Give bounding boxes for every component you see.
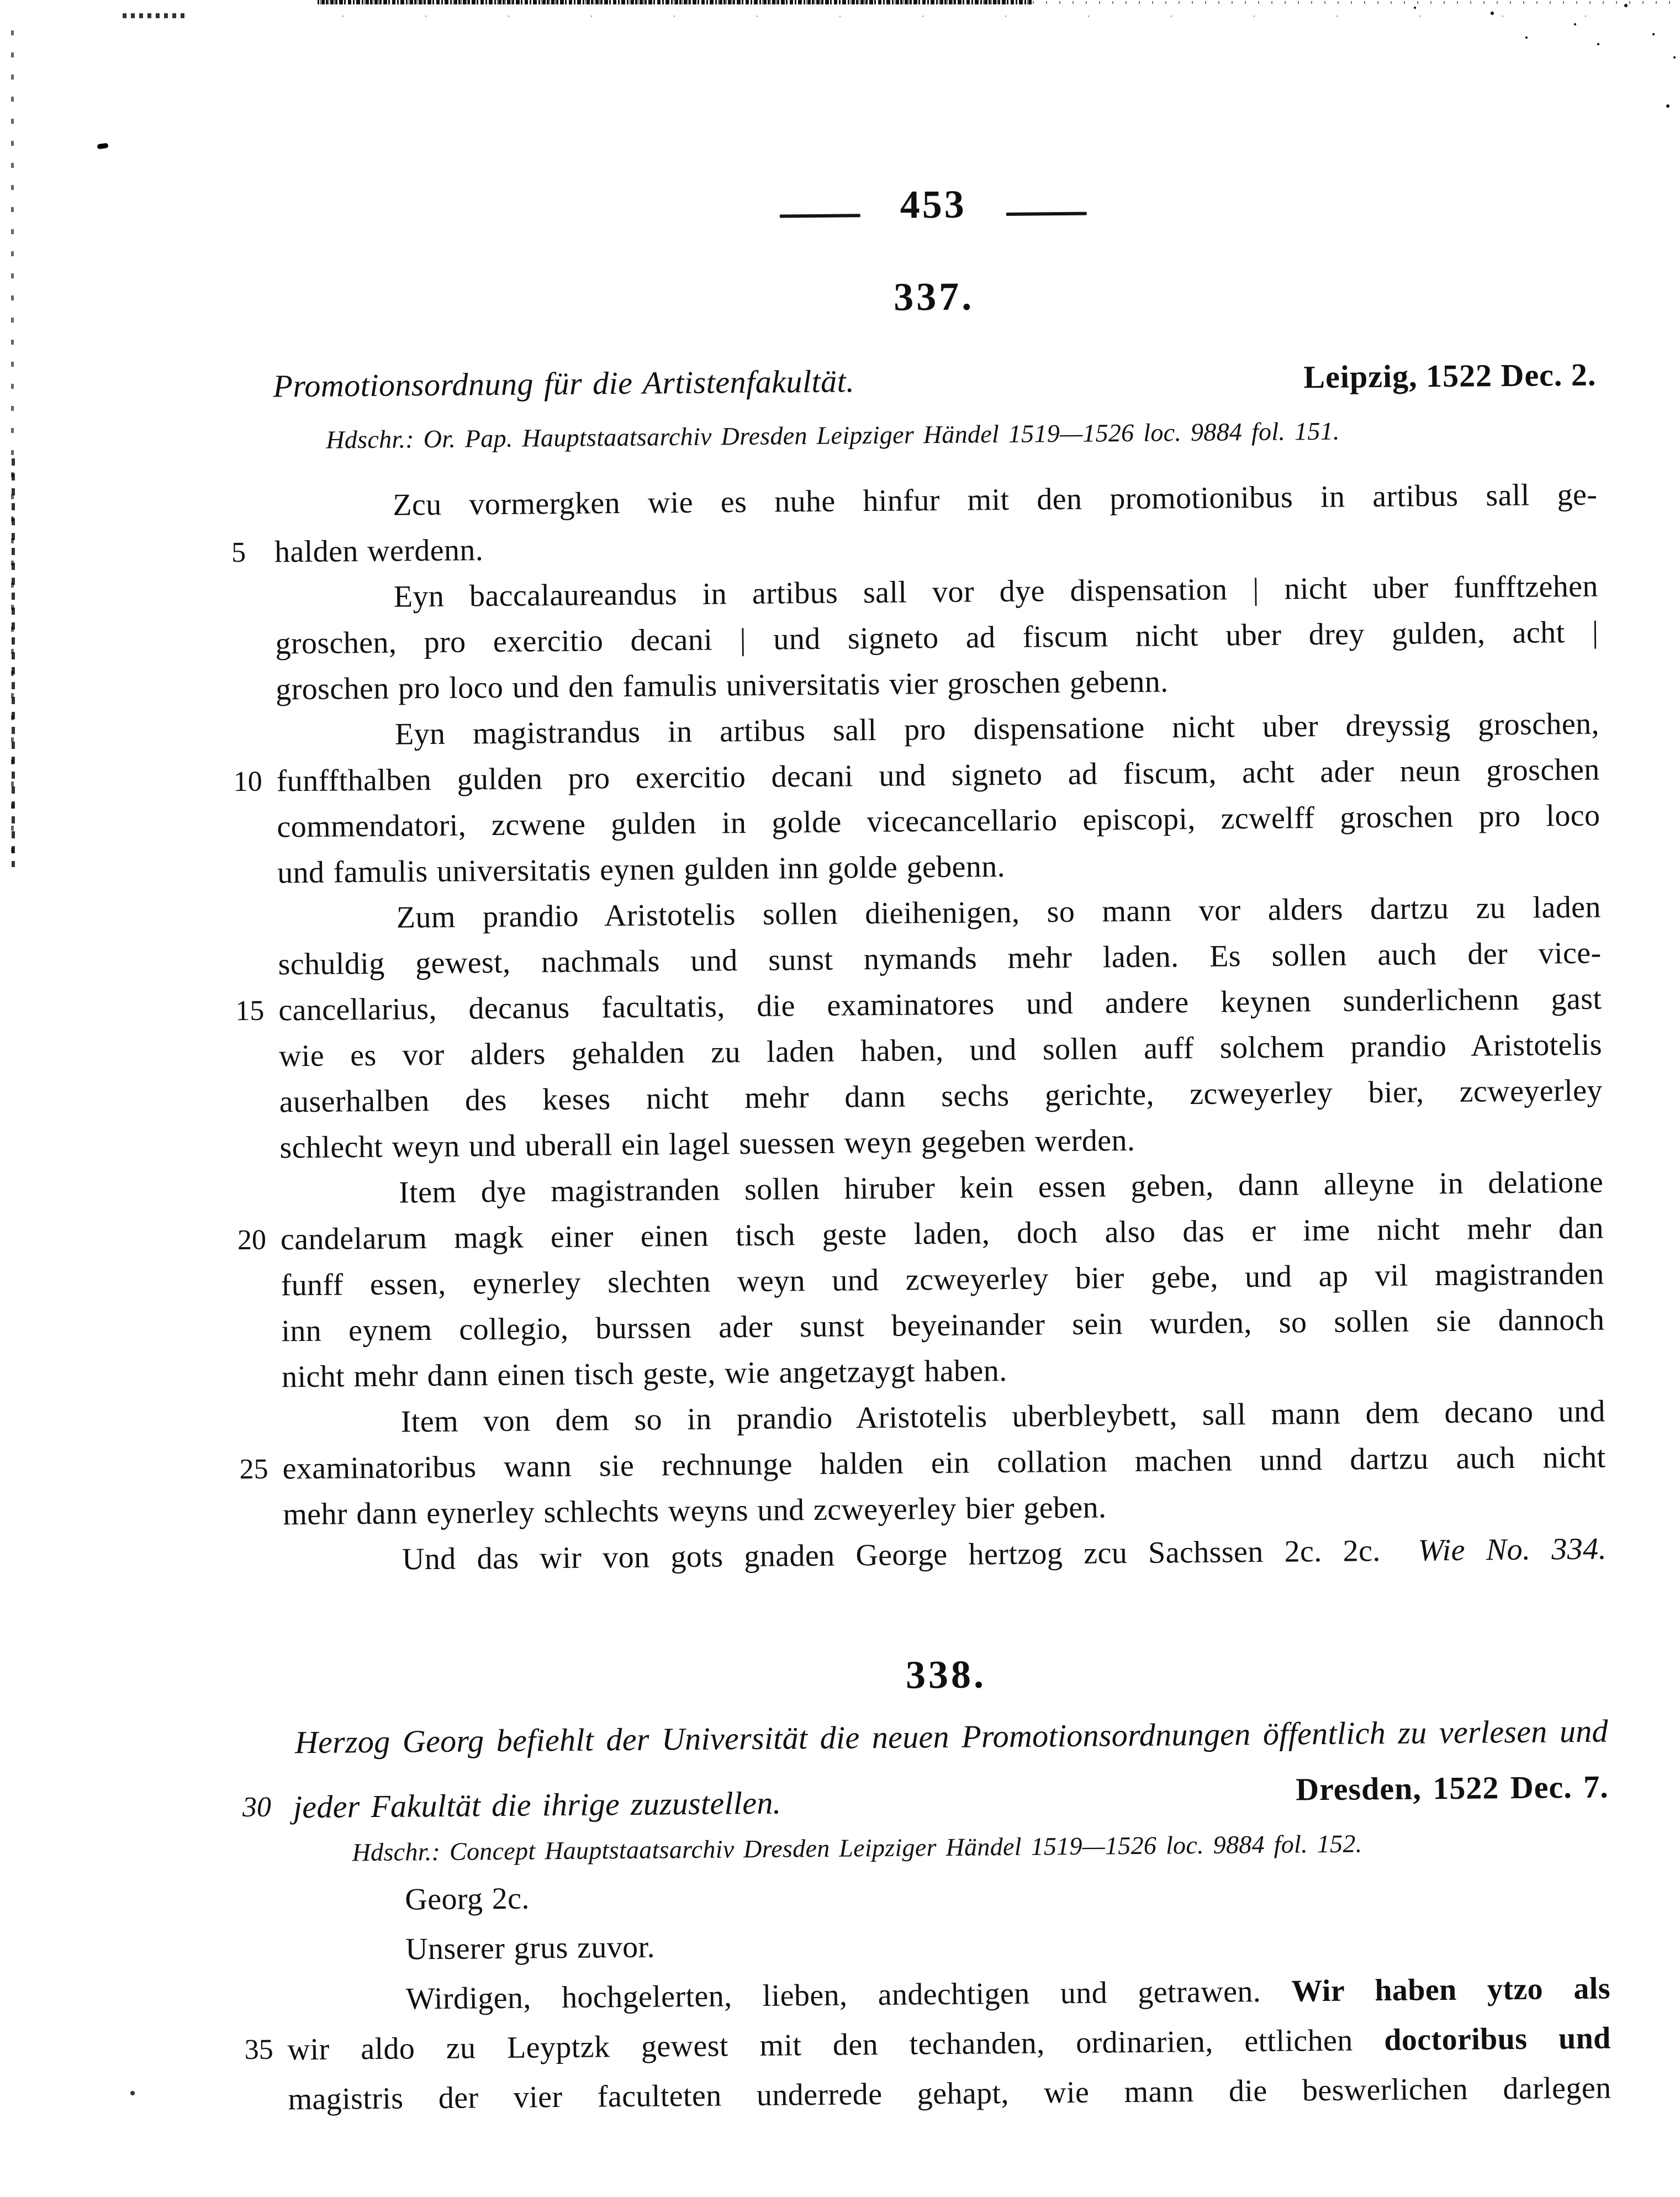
margin-line-number: 20 [237,1224,267,1256]
line-text-heavy: Wir haben ytzo als [1291,1971,1611,2009]
summary-line: Herzog Georg befiehlt der Universität die neuen Promotionsordnungen öffentlich zu verlesen und [294,1713,1609,1761]
line-text: und famulis universitatis eynen gulden inn golde gebenn. [277,849,1006,890]
margin-line-number: 25 [239,1453,268,1486]
line-text: funff essen, eynerley slechten weyn und zcweyerley bier gebe, und ap vil magistranden [281,1256,1604,1303]
document-338-date: Dresden, 1522 Dec. 7. [1295,1768,1609,1808]
line-text-heavy: doctoribus und [1384,2021,1611,2058]
line-text: mehr dann eynerley schlechts weyns und zcweyerley bier geben. [283,1490,1107,1532]
document-338-body [244,1864,1612,2124]
line-text: commendatori, zcwene gulden in golde vicecancellario episcopi, zcwelff groschen pro loco [277,798,1600,844]
line-text: groschen pro loco und den famulis universitatis vier groschen gebenn. [275,664,1169,707]
page-number-dash-right [1006,212,1087,216]
document-337-title: Promotionsordnung für die Artistenfakultät. [273,363,855,404]
document-number-338: 338. [905,1652,987,1697]
line-text: auserhalben des keses nicht mehr dann sechs gerichte, zcweyerley bier, zcweyerley [279,1073,1603,1119]
line-text: funffthalben gulden pro exercitio decani und signeto ad fiscum, acht ader neun groschen [276,752,1600,799]
document-337-date: Leipzig, 1522 Dec. 2. [1303,356,1597,395]
document-number-337: 337. [893,274,975,319]
margin-line-number: 15 [235,995,265,1027]
line-text: schuldig gewest, nachmals und sunst nymands mehr laden. Es sollen auch der vice- [278,936,1602,982]
line-text: wie es vor alders gehalden zu laden haben, und sollen auff solchem prandio Aristotelis [278,1027,1603,1074]
line-text: examinatoribus wann sie rechnunge halden ein collation machen unnd dartzu auch nicht [282,1440,1606,1486]
line-text: inn eynem collegio, burssen ader sunst beyeinander sein wurden, so sollen sie dannoch [281,1302,1605,1349]
document-337-body [231,472,1607,1584]
line-text: cancellarius, decanus facultatis, die examinatores und andere keynen sunderlichenn gast [278,981,1602,1028]
line-text: schlecht weyn und uberall ein lagel suessen weyn gegeben werden. [279,1123,1135,1165]
line-text: nicht mehr dann einen tisch geste, wie angetzaygt haben. [281,1353,1007,1395]
line-text: Item dye magistranden sollen hiruber kein essen geben, dann alleyne in delatione [398,1165,1604,1210]
line-text: Zcu vormergken wie es nuhe hinfur mit den promotionibus in artibus sall ge- [393,477,1598,522]
summary-line-text: jeder Fakultät die ihrige zuzustellen. [293,1784,781,1825]
document-337-caption [273,351,1597,410]
document-338-source: Hdschr.: Concept Hauptstaatsarchiv Dresden Leipziger Händel 1519—1526 loc. 9884 fol. 152. [352,1829,1362,1867]
page-number-dash-left [780,214,860,218]
line-text: Unserer grus zuvor. [405,1930,656,1967]
line-text: magistris der vier faculteten underrede gehapt, wie mann die beswerlichen darlegen [288,2071,1612,2117]
line-text: wir aldo zu Leyptzk gewest mit den techanden, ordinarien, ettlichen [287,2023,1353,2067]
line-text: Item von dem so in prandio Aristotelis uberbleybett, sall mann dem decano und [400,1394,1606,1439]
line-text: halden werdenn. [274,533,484,569]
document-338-summary [242,1698,1609,1839]
margin-line-number: 30 [242,1791,272,1824]
cross-reference: Wie No. 334. [1418,1531,1607,1568]
line-text: candelarum magk einer einen tisch geste laden, doch also das er ime nicht mehr dan [280,1211,1604,1257]
page-number: 453 [900,182,966,227]
margin-line-number: 5 [231,536,246,569]
line-text: Und das wir von gots gnaden George hertzog zcu Sachssen 2c. 2c. [401,1534,1381,1577]
line-text: Georg 2c. [405,1881,530,1917]
margin-line-number: 10 [233,765,262,798]
line-text: Eyn baccalaureandus in artibus sall vor dye dispensation | nicht uber funfftzehen [393,569,1598,614]
line-text: groschen, pro exercitio decani | und signeto ad fiscum nicht uber drey gulden, acht | [275,615,1599,661]
margin-line-number: 35 [244,2034,274,2066]
line-text: Zum prandio Aristotelis sollen dieihenigen, so mann vor alders dartzu zu laden [396,890,1602,935]
line-text: Eyn magistrandus in artibus sall pro dispensatione nicht uber dreyssig groschen, [394,706,1600,752]
running-head [271,175,1595,235]
document-337-source: Hdschr.: Or. Pap. Hauptstaatsarchiv Dresden Leipziger Händel 1519—1526 loc. 9884 fol. 151. [326,416,1340,454]
line-text: Wirdigen, hochgelerten, lieben, andechtigen und getrawen. [405,1974,1261,2016]
